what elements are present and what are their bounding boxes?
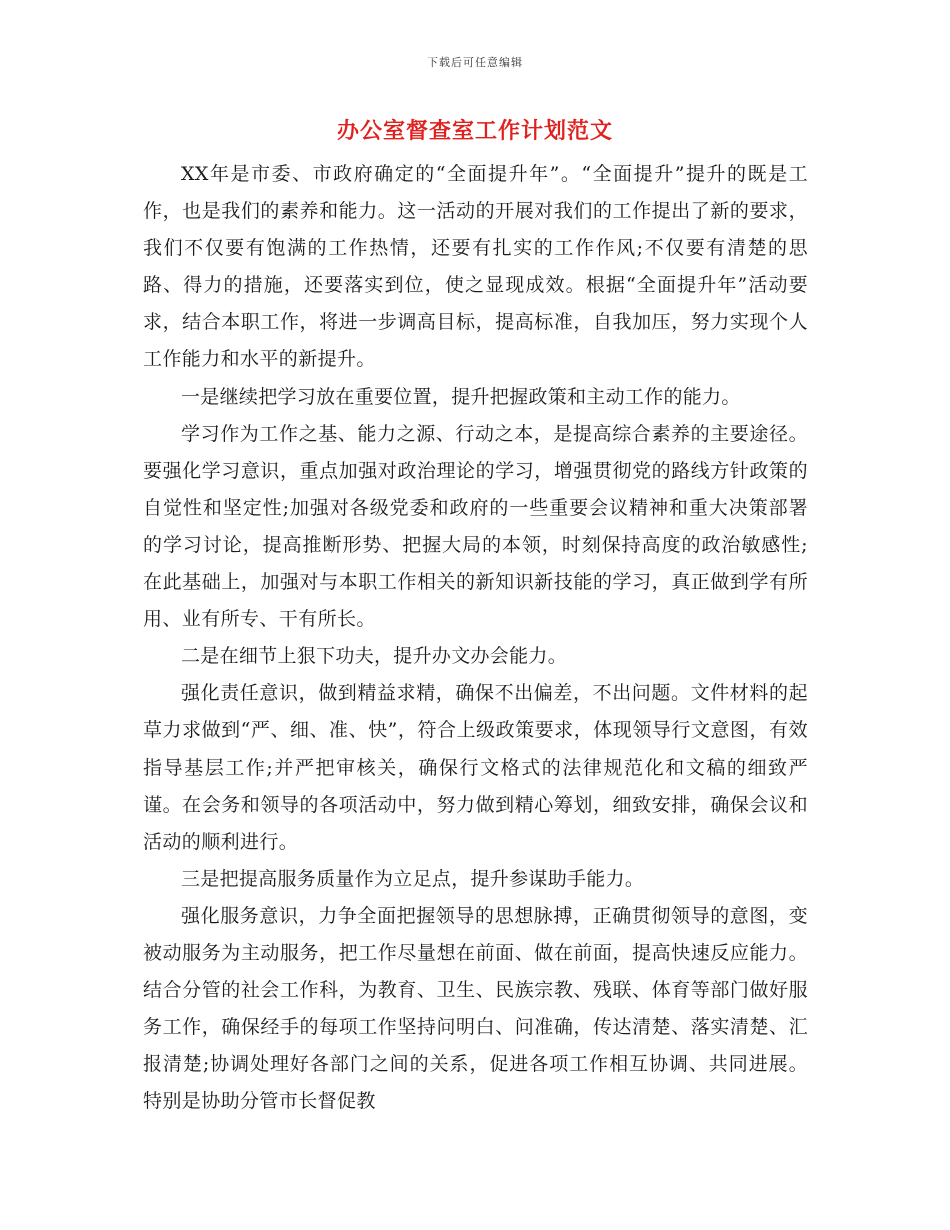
document-body (143, 156, 808, 1120)
header-note: 下载后可任意编辑 (427, 56, 523, 69)
paragraph-point-two: 二是在细节上狠下功夫，提升办文办会能力。 (181, 645, 568, 668)
paragraph-detail: 强化责任意识，做到精益求精，确保不出偏差，不出问题。文件材料的起草力求做到“严、细、准、快”，符合上级政策要求，体现领导行文意图，有效指导基层工作;并严把审核关，确保行文格式的法律规范化和文稿的细致严谨。在会务和领导的各项活动中，努力做到精心筹划，细致安排，确保会议和活动的顺利进行。 (143, 682, 808, 853)
paragraph-service: 强化服务意识，力争全面把握领导的思想脉搏，正确贯彻领导的意图，变被动服务为主动服务，把工作尽量想在前面、做在前面，提高快速反应能力。结合分管的社会工作科，为教育、卫生、民族宗教、残联、体育等部门做好服务工作，确保经手的每项工作坚持问明白、问准确，传达清楚、落实清楚、汇报清楚;协调处理好各部门之间的关系，促进各项工作相互协调、共同进展。特别是协助分管市长督促教 (143, 904, 808, 1113)
paragraph-point-one: 一是继续把学习放在重要位置，提升把握政策和主动工作的能力。 (181, 385, 741, 408)
document-title: 办公室督查室工作计划范文 (336, 118, 613, 144)
paragraph-point-three: 三是把提高服务质量作为立足点，提升参谋助手能力。 (181, 867, 645, 890)
paragraph-intro: XX年是市委、市政府确定的“全面提升年”。“全面提升”提升的既是工作，也是我们的素养和能力。这一活动的开展对我们的工作提出了新的要求，我们不仅要有饱满的工作热情，还要有扎实的工作作风;不仅要有清楚的思路、得力的措施，还要落实到位，使之显现成效。根据“全面提升年”活动要求，结合本职工作，将进一步调高目标，提高标准，自我加压，努力实现个人工作能力和水平的新提升。 (143, 163, 808, 371)
paragraph-study: 学习作为工作之基、能力之源、行动之本，是提高综合素养的主要途径。要强化学习意识，重点加强对政治理论的学习，增强贯彻党的路线方针政策的自觉性和坚定性;加强对各级党委和政府的一些重要会议精神和重大决策部署的学习讨论，提高推断形势、把握大局的本领，时刻保持高度的政治敏感性;在此基础上，加强对与本职工作相关的新知识新技能的学习，真正做到学有所用、业有所专、干有所长。 (143, 422, 808, 631)
